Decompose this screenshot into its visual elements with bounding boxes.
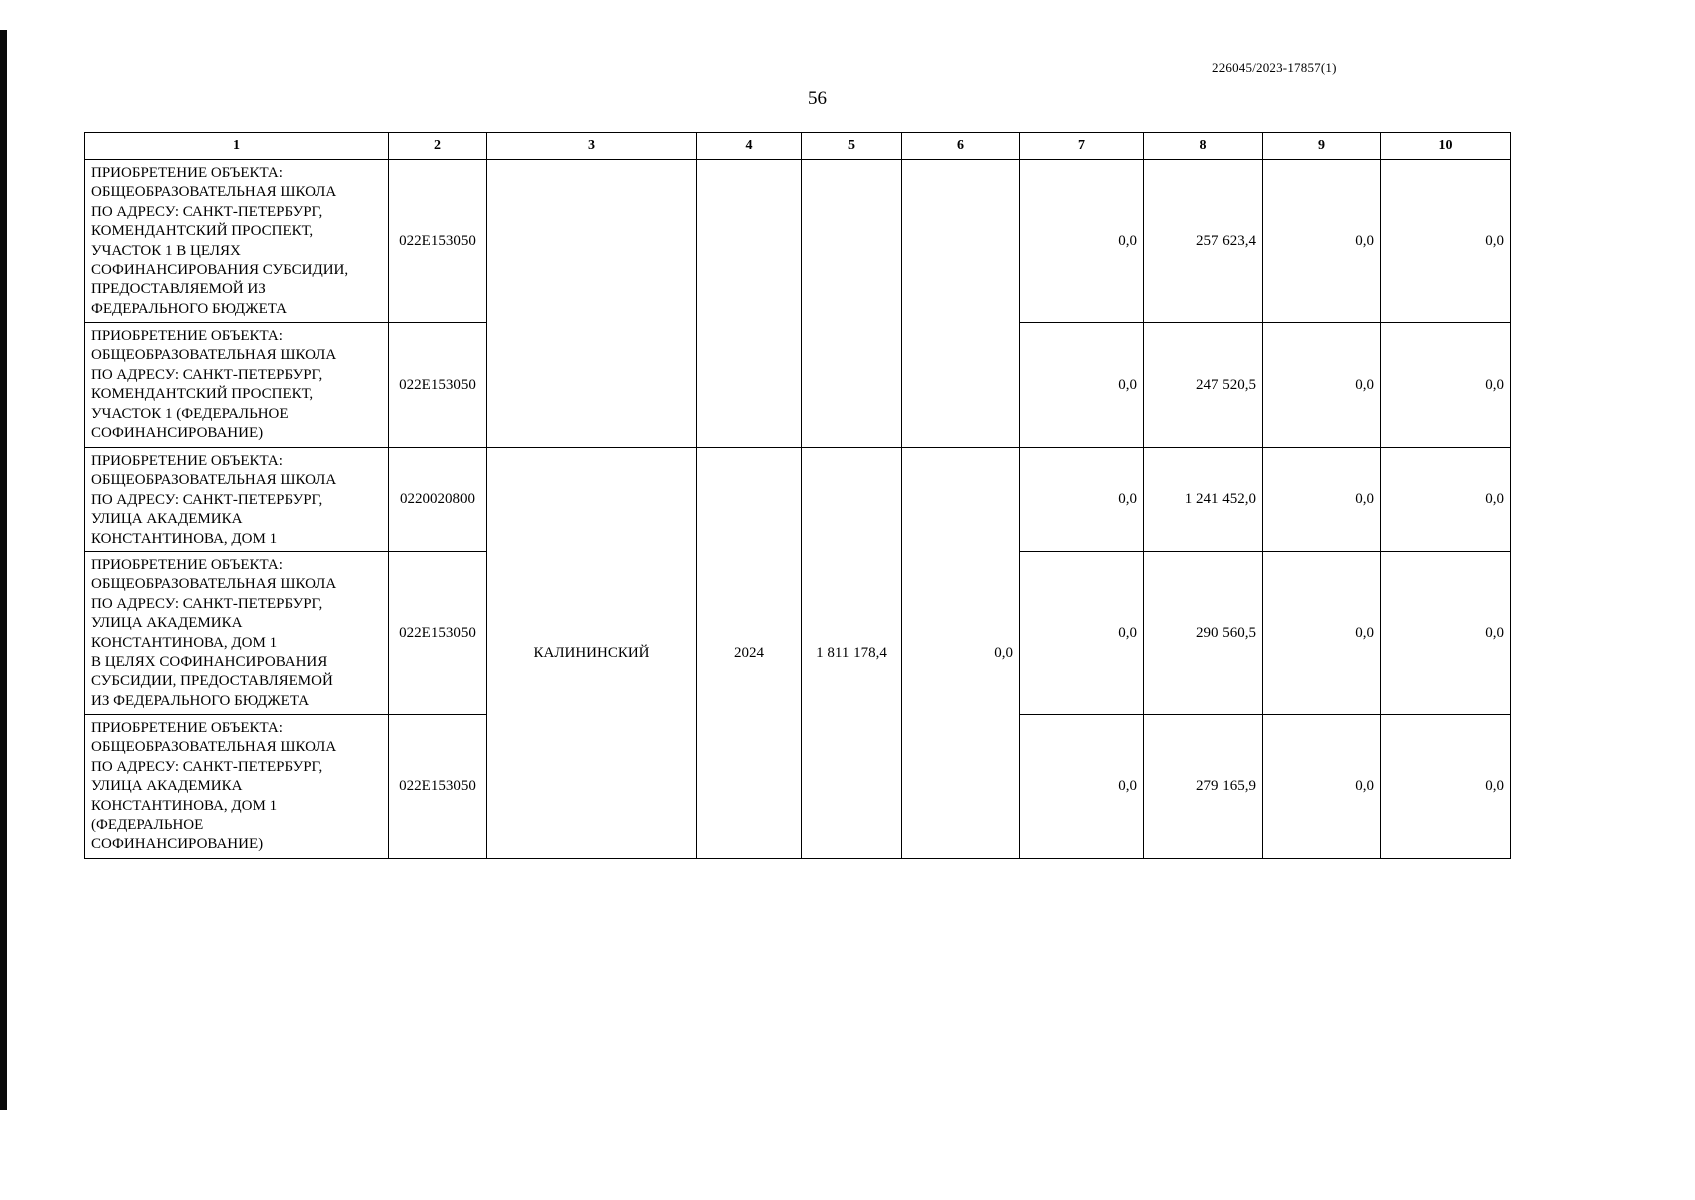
col10-value: 0,0 [1381, 323, 1511, 448]
district-cell-empty [487, 160, 697, 448]
col9-value: 0,0 [1263, 160, 1381, 323]
column-header: 2 [389, 133, 487, 160]
table-row [85, 448, 1511, 552]
col8-value: 1 241 452,0 [1144, 448, 1263, 552]
object-name: ПРИОБРЕТЕНИЕ ОБЪЕКТА: ОБЩЕОБРАЗОВАТЕЛЬНАЯ ШКОЛА ПО АДРЕСУ: САНКТ-ПЕТЕРБУРГ, УЛИЦА АКАДЕМИКА КОНСТАНТИНОВА, ДОМ 1 В ЦЕЛЯХ СОФИНАНСИРОВАНИЯ СУБСИДИИ, ПРЕДОСТАВЛЯЕМОЙ ИЗ ФЕДЕРАЛЬНОГО БЮДЖЕТА [91, 557, 337, 709]
column-header: 8 [1144, 133, 1263, 160]
col8-value: 247 520,5 [1144, 323, 1263, 448]
col10-value: 0,0 [1381, 552, 1511, 715]
col9-value: 0,0 [1263, 552, 1381, 715]
year-cell: 2024 [697, 448, 802, 859]
column-header: 1 [85, 133, 389, 160]
column-header: 5 [802, 133, 902, 160]
total-cell-empty [802, 160, 902, 448]
object-name: ПРИОБРЕТЕНИЕ ОБЪЕКТА: ОБЩЕОБРАЗОВАТЕЛЬНАЯ ШКОЛА ПО АДРЕСУ: САНКТ-ПЕТЕРБУРГ, КОМЕНДАНТСКИЙ ПРОСПЕКТ, УЧАСТОК 1 (ФЕДЕРАЛЬНОЕ СОФИНАНСИРОВАНИЕ) [91, 328, 337, 442]
budget-code-cell: 022E153050 [389, 715, 487, 859]
year-cell-empty [697, 160, 802, 448]
column-header: 9 [1263, 133, 1381, 160]
column-header: 7 [1020, 133, 1144, 160]
col8-value: 279 165,9 [1144, 715, 1263, 859]
col8-value: 290 560,5 [1144, 552, 1263, 715]
col9-value: 0,0 [1263, 715, 1381, 859]
col7-value: 0,0 [1020, 552, 1144, 715]
col10-value: 0,0 [1381, 160, 1511, 323]
col8-value: 257 623,4 [1144, 160, 1263, 323]
object-name-cell [85, 715, 389, 859]
budget-code-cell: 022E153050 [389, 552, 487, 715]
scan-edge [0, 30, 7, 1110]
table-row [85, 160, 1511, 323]
document-id: 226045/2023-17857(1) [1212, 60, 1337, 75]
col7-value: 0,0 [1020, 160, 1144, 323]
col6-cell-empty [902, 160, 1020, 448]
budget-code-cell: 0220020800 [389, 448, 487, 552]
col9-value: 0,0 [1263, 448, 1381, 552]
col7-value: 0,0 [1020, 323, 1144, 448]
object-name: ПРИОБРЕТЕНИЕ ОБЪЕКТА: ОБЩЕОБРАЗОВАТЕЛЬНАЯ ШКОЛА ПО АДРЕСУ: САНКТ-ПЕТЕРБУРГ, УЛИЦА АКАДЕМИКА КОНСТАНТИНОВА, ДОМ 1 (ФЕДЕРАЛЬНОЕ СОФИНАНСИРОВАНИЕ) [91, 720, 337, 853]
budget-table [84, 132, 1511, 859]
column-header: 3 [487, 133, 697, 160]
column-header: 4 [697, 133, 802, 160]
col10-value: 0,0 [1381, 715, 1511, 859]
col10-value: 0,0 [1381, 448, 1511, 552]
column-header: 6 [902, 133, 1020, 160]
object-name: ПРИОБРЕТЕНИЕ ОБЪЕКТА: ОБЩЕОБРАЗОВАТЕЛЬНАЯ ШКОЛА ПО АДРЕСУ: САНКТ-ПЕТЕРБУРГ, УЛИЦА АКАДЕМИКА КОНСТАНТИНОВА, ДОМ 1 [91, 453, 337, 547]
column-header: 10 [1381, 133, 1511, 160]
object-name-cell [85, 448, 389, 552]
object-name-cell [85, 160, 389, 323]
budget-code-cell: 022E153050 [389, 323, 487, 448]
col9-value: 0,0 [1263, 323, 1381, 448]
col7-value: 0,0 [1020, 448, 1144, 552]
budget-code-cell: 022E153050 [389, 160, 487, 323]
district-cell: КАЛИНИНСКИЙ [487, 448, 697, 859]
total-cell: 1 811 178,4 [802, 448, 902, 859]
object-name: ПРИОБРЕТЕНИЕ ОБЪЕКТА: ОБЩЕОБРАЗОВАТЕЛЬНАЯ ШКОЛА ПО АДРЕСУ: САНКТ-ПЕТЕРБУРГ, КОМЕНДАНТСКИЙ ПРОСПЕКТ, УЧАСТОК 1 В ЦЕЛЯХ СОФИНАНСИРОВАНИЯ СУБСИДИИ, ПРЕДОСТАВЛЯЕМОЙ ИЗ ФЕДЕРАЛЬНОГО БЮДЖЕТА [91, 165, 349, 317]
col6-cell: 0,0 [902, 448, 1020, 859]
object-name-cell [85, 323, 389, 448]
object-name-cell [85, 552, 389, 715]
col7-value: 0,0 [1020, 715, 1144, 859]
table-header-row [85, 133, 1511, 160]
page-number: 56 [808, 88, 827, 109]
